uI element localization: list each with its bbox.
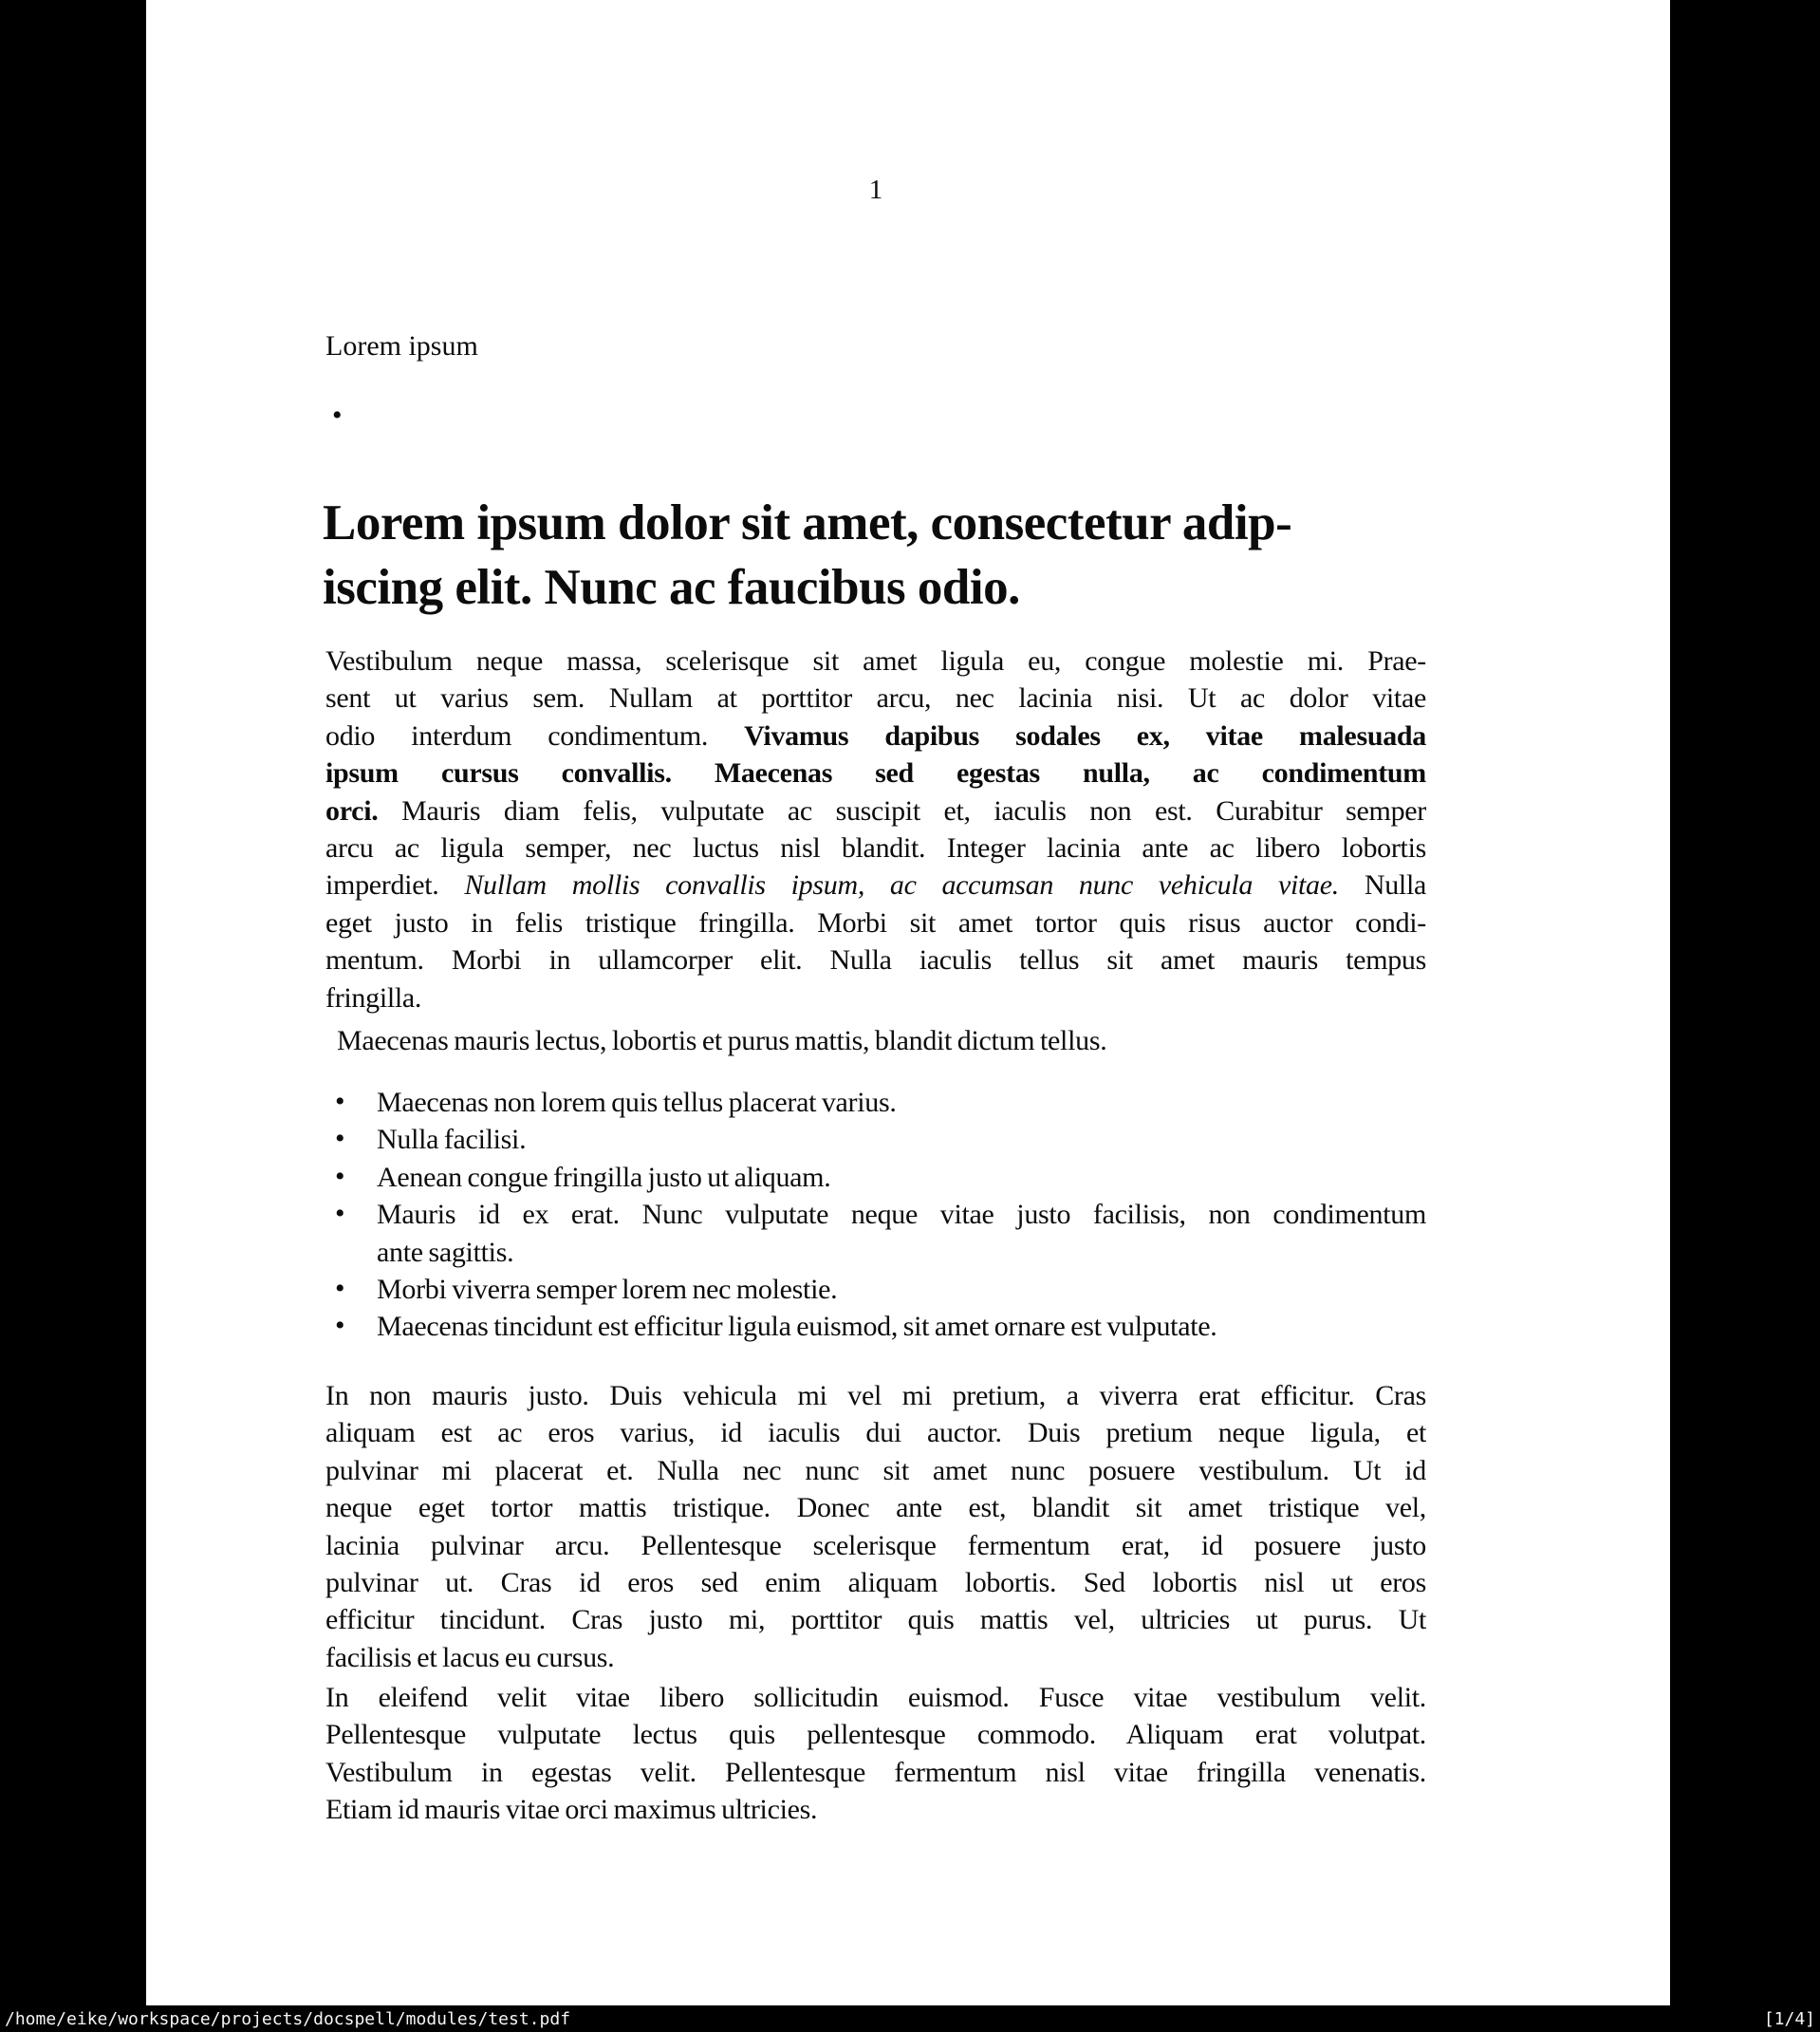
text-segment: In non mauris justo. Duis vehicula mi vel mi pretium, a viverra erat efficitur. Cras <box>325 1380 1426 1411</box>
list-item <box>325 1271 1426 1308</box>
text-segment: neque eget tortor mattis tristique. Donec ante est, blandit sit amet tristique vel, <box>325 1492 1426 1524</box>
text-segment: lacinia pulvinar arcu. Pellentesque scelerisque fermentum erat, id posuere justo <box>325 1529 1426 1561</box>
text-line <box>325 680 1426 717</box>
text-segment: odio interdum condimentum. <box>325 719 745 752</box>
text-segment: ante sagittis. <box>377 1236 514 1268</box>
text-line <box>325 1489 1426 1526</box>
text-line <box>377 1121 1426 1158</box>
text-segment: Maecenas tincidunt est efficitur ligula euismod, sit amet ornare est vulputate. <box>377 1311 1217 1343</box>
text-line <box>325 1754 1426 1791</box>
italic-text: Nullam mollis convallis ipsum, ac accumsan nunc vehicula vitae. <box>464 869 1339 902</box>
status-page-indicator: [1/4] <box>1763 2008 1815 2029</box>
list-item <box>325 1084 1426 1121</box>
text-segment: Nulla <box>1338 869 1426 902</box>
text-segment: Mauris diam felis, vulputate ac suscipit et, iaculis non est. Curabitur semper <box>378 794 1426 827</box>
bold-text: ipsum cursus convallis. Maecenas sed egestas nulla, ac condimentum <box>325 757 1426 790</box>
text-line <box>325 1639 1426 1676</box>
standalone-bullet: • <box>332 400 343 431</box>
list-item-text <box>377 1308 1426 1345</box>
text-line <box>325 1527 1426 1564</box>
text-line <box>325 755 1426 792</box>
text-segment: Pellentesque vulputate lectus quis pellentesque commodo. Aliquam erat volutpat. <box>325 1719 1426 1751</box>
text-segment: Vestibulum neque massa, scelerisque sit amet ligula eu, congue molestie mi. Prae- <box>325 645 1426 677</box>
bullet-marker: • <box>335 1123 345 1155</box>
text-line <box>325 979 1426 1016</box>
text-line <box>325 643 1426 680</box>
heading-line: iscing elit. Nunc ac faucibus odio. <box>323 560 1020 615</box>
list-item-text <box>377 1196 1426 1271</box>
text-segment: facilisis et lacus eu cursus. <box>325 1641 615 1673</box>
bullet-marker: • <box>335 1086 345 1117</box>
text-segment: arcu ac ligula semper, nec luctus nisl blandit. Integer lacinia ante ac libero lobortis <box>325 831 1426 864</box>
text-line <box>325 1564 1426 1601</box>
text-segment: Maecenas mauris lectus, lobortis et purus mattis, blandit dictum tellus. <box>337 1025 1107 1056</box>
text-line <box>325 867 1426 904</box>
bullet-list <box>325 1084 1426 1346</box>
text-segment: imperdiet. <box>325 869 465 902</box>
bold-text: Vivamus dapibus sodales ex, vitae malesuada <box>744 719 1426 752</box>
status-bar <box>0 2005 1820 2032</box>
list-item <box>325 1196 1426 1271</box>
text-segment: fringilla. <box>325 981 422 1014</box>
list-item-text <box>377 1121 1426 1158</box>
list-item-text <box>377 1084 1426 1121</box>
pretitle-text: Lorem ipsum <box>325 330 478 362</box>
text-line <box>325 792 1426 830</box>
text-line <box>325 941 1426 979</box>
list-item <box>325 1159 1426 1196</box>
text-line <box>325 1716 1426 1753</box>
bullet-marker: • <box>335 1160 345 1192</box>
text-line <box>377 1196 1426 1233</box>
text-segment: aliquam est ac eros varius, id iaculis dui auctor. Duis pretium neque ligula, et <box>325 1417 1426 1449</box>
text-line <box>377 1084 1426 1121</box>
text-line <box>325 1791 1426 1828</box>
list-item <box>325 1121 1426 1158</box>
heading-line: Lorem ipsum dolor sit amet, consectetur adip- <box>323 495 1292 550</box>
text-segment: Aenean congue fringilla justo ut aliquam. <box>377 1161 831 1193</box>
page-number: 1 <box>868 175 883 205</box>
text-line <box>325 904 1426 941</box>
bullet-marker: • <box>335 1272 345 1304</box>
section-heading <box>323 491 1575 620</box>
text-segment: Morbi viverra semper lorem nec molestie. <box>377 1273 838 1305</box>
text-segment: efficitur tincidunt. Cras justo mi, porttitor quis mattis vel, ultricies ut purus. Ut <box>325 1604 1426 1636</box>
text-line <box>377 1234 1426 1271</box>
text-line <box>377 1159 1426 1196</box>
paragraph-1 <box>325 643 1426 1016</box>
text-line <box>325 1679 1426 1716</box>
text-segment: Etiam id mauris vitae orci maximus ultricies. <box>325 1794 818 1826</box>
paragraph-2 <box>325 1022 1426 1059</box>
text-line <box>325 1414 1426 1451</box>
text-line <box>325 830 1426 867</box>
text-line <box>377 1271 1426 1308</box>
list-item <box>325 1308 1426 1345</box>
text-segment: pulvinar ut. Cras id eros sed enim aliquam lobortis. Sed lobortis nisl ut eros <box>325 1566 1426 1598</box>
text-segment: In eleifend velit vitae libero sollicitudin euismod. Fusce vitae vestibulum velit. <box>325 1682 1426 1713</box>
text-segment: eget justo in felis tristique fringilla. Morbi sit amet tortor quis risus auctor condi- <box>325 906 1426 939</box>
text-line <box>325 1452 1426 1489</box>
bullet-marker: • <box>335 1198 345 1230</box>
bold-text: orci. <box>325 794 379 827</box>
pdf-page[interactable] <box>146 0 1670 2005</box>
status-file-path: /home/eike/workspace/projects/docspell/modules/test.pdf <box>5 2008 571 2029</box>
text-segment: Nulla facilisi. <box>377 1124 527 1156</box>
text-segment: sent ut varius sem. Nullam at porttitor arcu, nec lacinia nisi. Ut ac dolor vitae <box>325 682 1426 715</box>
text-line <box>325 1022 1426 1059</box>
list-item-text <box>377 1159 1426 1196</box>
text-segment: pulvinar mi placerat et. Nulla nec nunc sit amet nunc posuere vestibulum. Ut id <box>325 1454 1426 1486</box>
text-line <box>325 1601 1426 1638</box>
text-segment: mentum. Morbi in ullamcorper elit. Nulla iaculis tellus sit amet mauris tempus <box>325 944 1426 977</box>
text-segment: Maecenas non lorem quis tellus placerat varius. <box>377 1087 897 1118</box>
text-segment: Mauris id ex erat. Nunc vulputate neque vitae justo facilisis, non condimentum <box>377 1199 1426 1231</box>
text-line <box>377 1308 1426 1345</box>
paragraph-3 <box>325 1377 1426 1676</box>
text-segment: Vestibulum in egestas velit. Pellentesque fermentum nisl vitae fringilla venenatis. <box>325 1756 1426 1788</box>
text-line <box>325 1377 1426 1414</box>
paragraph-4 <box>325 1679 1426 1829</box>
list-item-text <box>377 1271 1426 1308</box>
text-line <box>325 718 1426 755</box>
bullet-marker: • <box>335 1310 345 1342</box>
